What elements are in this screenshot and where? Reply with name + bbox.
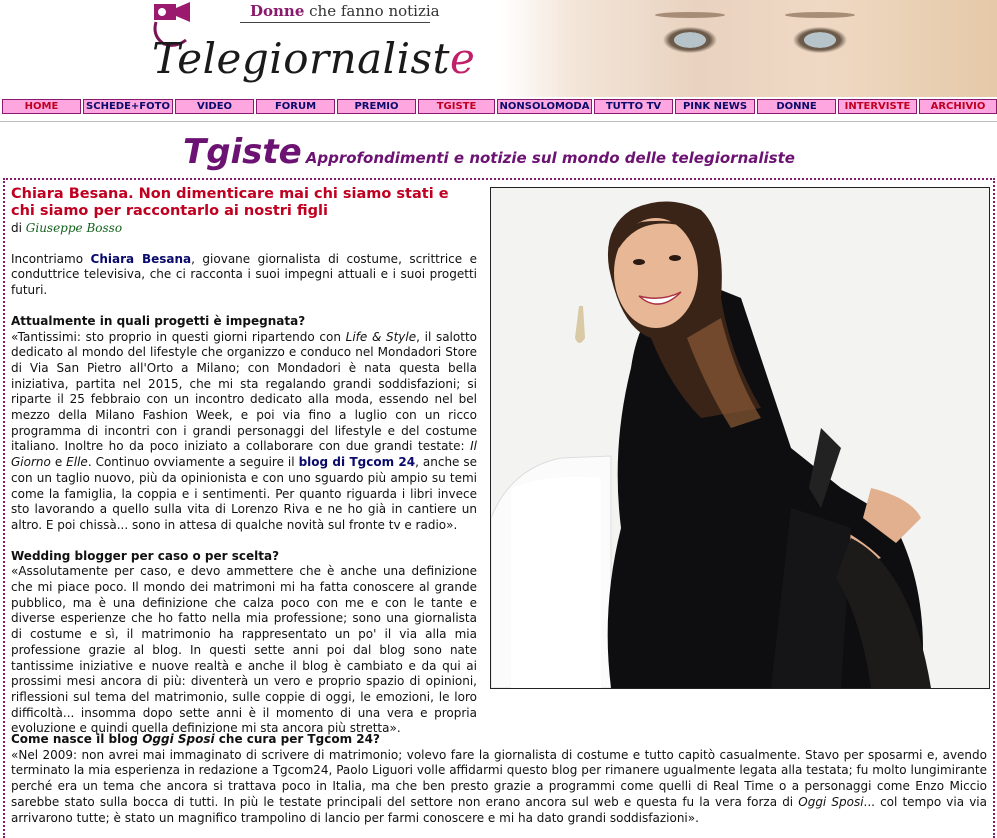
photo-illustration — [491, 188, 989, 688]
nav-tutto-tv[interactable]: TUTTO TV — [594, 99, 673, 114]
tagline-rest: che fanno notizia — [304, 2, 440, 20]
tagline-rule — [240, 22, 430, 23]
answer-1-part-3: e — [50, 455, 67, 470]
logo-accent-letter: e — [449, 34, 476, 83]
answer-1-part-4: . Continuo ovviamente a seguire il — [87, 455, 299, 470]
question-3-part-a: Come nasce il blog — [11, 732, 143, 746]
answer-3-italic: Oggi Sposi — [798, 794, 864, 809]
banner-brow-left — [655, 12, 725, 18]
nav-schede-foto[interactable]: SCHEDE+FOTO — [83, 99, 173, 114]
section-heading — [183, 132, 795, 172]
byline-prefix: di — [11, 221, 26, 235]
answer-1-italic-3: Elle — [66, 455, 88, 470]
article-box — [3, 178, 995, 838]
article-full-width — [11, 732, 987, 826]
answer-1 — [11, 330, 477, 534]
section-subtitle: Approfondimenti e notizie sul mondo delle telegiornaliste — [305, 149, 795, 167]
nav-video[interactable]: VIDEO — [175, 99, 254, 114]
question-1: Attualmente in quali progetti è impegnata? — [11, 313, 306, 328]
intro-text-a: Incontriamo — [11, 251, 91, 266]
answer-1-part-2: , il salotto dedicato al mondo del lifestyle che organizzo e conduco nel Mondadori Store di Via San Pietro all'Orto a Milano; con Mondadori è nata questa bella iniziativa, partita nel 2015, che mi sta regalando grandi soddisfazioni; si riparte il 25 febbraio con un incontro dedicato alla moda, essendo nel bel mezzo della Milano Fashion Week, e poi via fino a luglio con un ricco programma di incontri con i grandi personaggi del lifestyle e del costume italiano. Inoltre ho da poco iniziato a collaborare con due grandi testate: — [11, 329, 477, 454]
article-author[interactable]: Giuseppe Bosso — [25, 221, 123, 235]
answer-1-italic-1: Life & Style — [345, 329, 417, 344]
nav-interviste[interactable]: INTERVISTE — [838, 99, 917, 114]
site-logo[interactable] — [152, 34, 475, 83]
article-title: Chiara Besana. Non dimenticare mai chi siamo stati e chi siamo per raccontarlo ai nostri figli — [11, 186, 449, 219]
answer-3-part-2: ... col tempo via via arrivarono tutte; è stato un magnifico trampolino di lancio per farmi conoscere e mi ha dato grandi soddisfazioni». — [11, 794, 987, 825]
question-2: Wedding blogger per caso o per scelta? — [11, 548, 280, 563]
site-tagline — [250, 2, 440, 20]
intro-text-b: , giovane giornalista di costume, scrittrice e conduttrice televisiva, che ci racconta i suoi impegni attuali e i suoi progetti futuri. — [11, 251, 477, 298]
answer-1-part-1: «Tantissimi: sto proprio in questi giorni ripartendo con — [11, 329, 346, 344]
answer-3 — [11, 748, 987, 827]
answer-3-part-1: «Nel 2009: non avrei mai immaginato di scrivere di matrimonio; volevo fare la giornalista di costume e tutto capitò casualmente. Stavo per sposarmi e, avendo terminato la mia esperienza in redazione a Tgcom24, Paolo Liguori volle affidarmi questo blog per rimanere ugualmente legata alla testata; fu molto lungimirante perché era un tema che ancora si trattava poco in Italia, ma che ben presto grazie a programmi come quelli di Real Time o a personaggi come Enzo Miccio sarebbe stato sulla bocca di tutti. In più le testate principali del settore non erano ancora sul web e questa fu la vera forza di — [11, 747, 987, 809]
nav-archivio[interactable]: ARCHIVIO — [919, 99, 997, 114]
nav-home[interactable]: HOME — [2, 99, 81, 114]
main-nav — [0, 99, 997, 114]
intro-name: Chiara Besana — [90, 251, 192, 266]
site-header — [0, 0, 997, 97]
blog-tgcom-link[interactable]: blog di Tgcom 24 — [298, 455, 416, 470]
banner-brow-right — [785, 12, 855, 18]
logo-main-text: elegiornalist — [177, 34, 450, 83]
question-3-italic: Oggi Sposi — [142, 732, 215, 746]
nav-pink-news[interactable]: PINK NEWS — [675, 99, 755, 114]
logo-first-letter: T — [152, 34, 178, 83]
article-intro — [11, 252, 477, 299]
nav-tgiste[interactable]: TGISTE — [418, 99, 495, 114]
nav-forum[interactable]: FORUM — [256, 99, 335, 114]
answer-2: «Assolutamente per caso, e devo ammettere che è anche una definizione che mi piace poco. Il mondo dei matrimoni mi ha fatta conoscere al grande pubblico, ma è una definizione che calza poco con me e con le tante e diverse esperienze che ho fatto nella mia professione; sono una giornalista di costume e sì, il matrimonio ha rappresentato un po' il via alla mia professione grazie al blog. In questi sette anni poi dal blog sono nate tantissime iniziative e nuove realtà e anche il blog è cambiato e da qui ai prossimi mesi ancora di più: diventerà un vero e proprio spazio di opinioni, riflessioni sul tema del matrimonio, sulle coppie di oggi, le emozioni, le loro difficoltà... insomma dopo sette anni è il momento di una vera e propria evoluzione e quindi quella definizione mi sta ancora più stretta». — [11, 564, 477, 736]
nav-donne[interactable]: DONNE — [757, 99, 836, 114]
question-3 — [11, 732, 987, 748]
nav-nonsolomoda[interactable]: NONSOLOMODA — [497, 99, 592, 114]
article-column — [11, 186, 477, 737]
question-3-part-b: che cura per Tgcom 24? — [214, 732, 380, 746]
answer-1-part-5: , anche se con un taglio nuovo, più da opinionista e con uno sguardo più ampio su temi come la famiglia, la coppia e i sentimenti. Per quanto riguarda i libri invece sto lavorando a quello sulla vita di Lorenzo Riva e ne ho già in cantiere un altro. E poi chissà... sono in attesa di qualche novità sul fronte tv e radio». — [11, 455, 478, 532]
nav-premio[interactable]: PREMIO — [337, 99, 416, 114]
article-byline — [11, 221, 477, 237]
answer-1-italic-2: Il Giorno — [11, 439, 477, 470]
header-face-banner — [500, 0, 997, 97]
section-title: Tgiste — [183, 132, 302, 172]
tagline-bold: Donne — [250, 2, 305, 20]
article-photo — [490, 187, 990, 689]
header-divider — [0, 121, 997, 122]
